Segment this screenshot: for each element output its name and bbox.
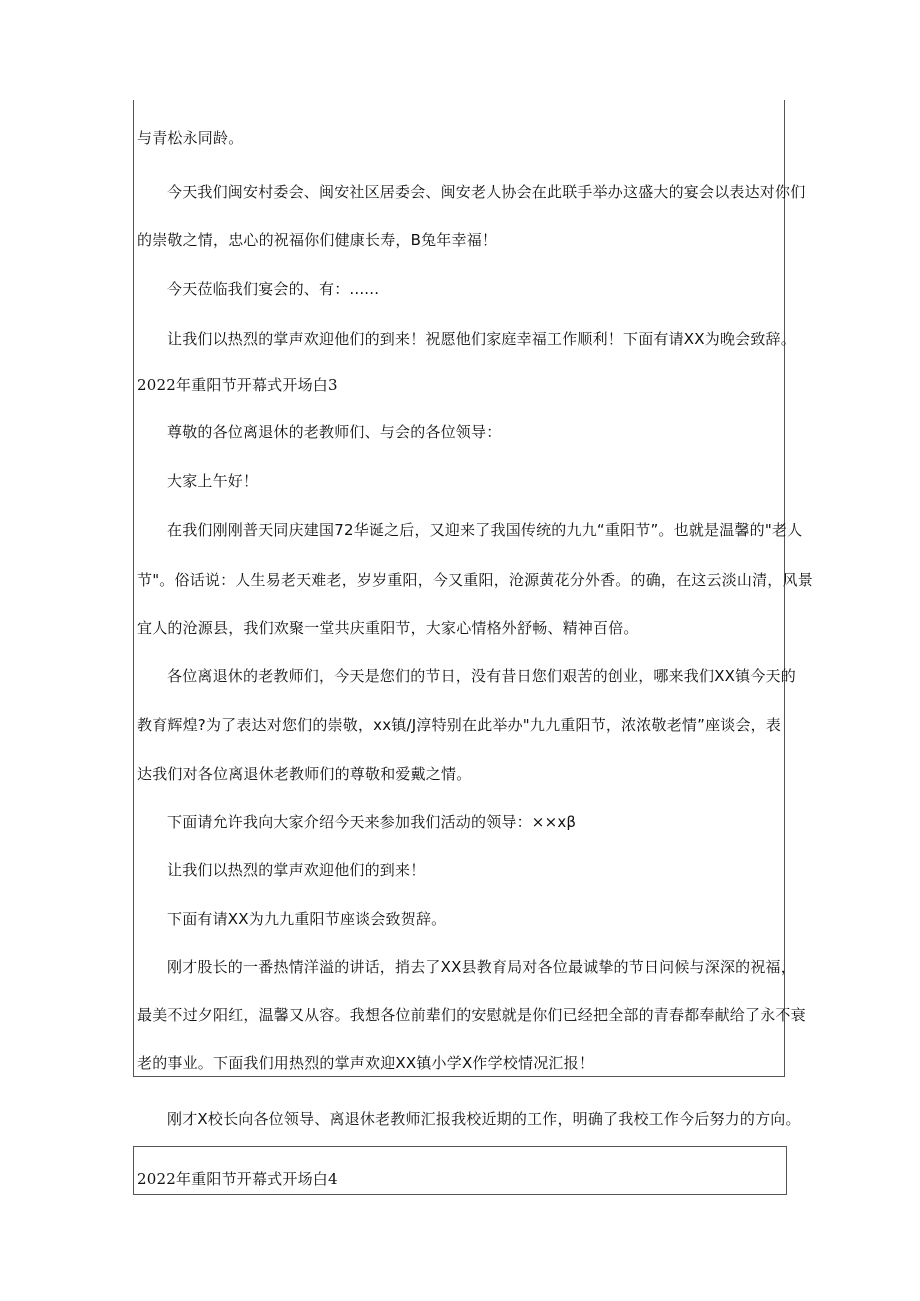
paragraph-line: 大家上午好！ xyxy=(167,472,259,490)
paragraph-line: 让我们以热烈的掌声欢迎他们的到来！ xyxy=(167,861,426,879)
paragraph-line: 最美不过夕阳红，温馨又从容。我想各位前辈们的安慰就是你们已经把全部的青春都奉献给了永不衰 xyxy=(137,1006,806,1024)
paragraph-line: 教育辉煌?为了表达对您们的崇敬，xx镇/J淳特别在此举办"九九重阳节，浓浓敬老情”座谈会，表 xyxy=(137,716,782,734)
paragraph-line: 的崇敬之情，忠心的祝福你们健康长寿，B兔年幸福！ xyxy=(137,231,498,249)
paragraph-line: 今天莅临我们宴会的、有：...... xyxy=(167,280,380,298)
paragraph-line: 宜人的沧源县，我们欢聚一堂共庆重阳节，大家心情格外舒畅、精神百倍。 xyxy=(137,619,639,637)
paragraph-line: 各位离退休的老教师们，今天是您们的节日，没有昔日您们艰苦的创业，哪来我们XX镇今天的 xyxy=(167,667,796,685)
paragraph-line: 与青松永同龄。 xyxy=(137,129,244,147)
paragraph-line: 下面请允许我向大家介绍今天来参加我们活动的领导：××xβ xyxy=(167,813,577,831)
paragraph-line: 尊敬的各位离退休的老教师们、与会的各位领导： xyxy=(167,423,502,441)
section-heading: 2022年重阳节开幕式开场白3 xyxy=(137,376,338,394)
paragraph-line: 让我们以热烈的掌声欢迎他们的到来！祝愿他们家庭幸福工作顺利！下面有请XX为晚会致辞。 xyxy=(167,330,796,348)
paragraph-line: 下面有请XX为九九重阳节座谈会致贺辞。 xyxy=(167,910,447,928)
paragraph-line: 节"。俗话说：人生易老天难老，岁岁重阳，今又重阳，沧源黄花分外香。的确，在这云淡山清，风景 xyxy=(137,571,813,589)
paragraph-line: 达我们对各位离退休老教师们的尊敬和爱戴之情。 xyxy=(137,765,472,783)
paragraph-line: 老的事业。下面我们用热烈的掌声欢迎XX镇小学X作学校情况汇报！ xyxy=(137,1054,595,1072)
paragraph-line: 今天我们闽安村委会、闽安社区居委会、闽安老人协会在此联手举办这盛大的宴会以表达对你们 xyxy=(167,183,806,201)
paragraph-line: 刚才股长的一番热情洋溢的讲话，捎去了XX县教育局对各位最诚挚的节日问候与深深的祝福， xyxy=(167,958,796,976)
paragraph-line: 在我们刚刚普天同庆建国72华诞之后，又迎来了我国传统的九九“重阳节”。也就是温馨的"老人 xyxy=(167,521,803,539)
paragraph-line: 刚才X校长向各位领导、离退休老教师汇报我校近期的工作，明确了我校工作今后努力的方向。 xyxy=(167,1110,801,1128)
section-heading: 2022年重阳节开幕式开场白4 xyxy=(137,1170,338,1188)
